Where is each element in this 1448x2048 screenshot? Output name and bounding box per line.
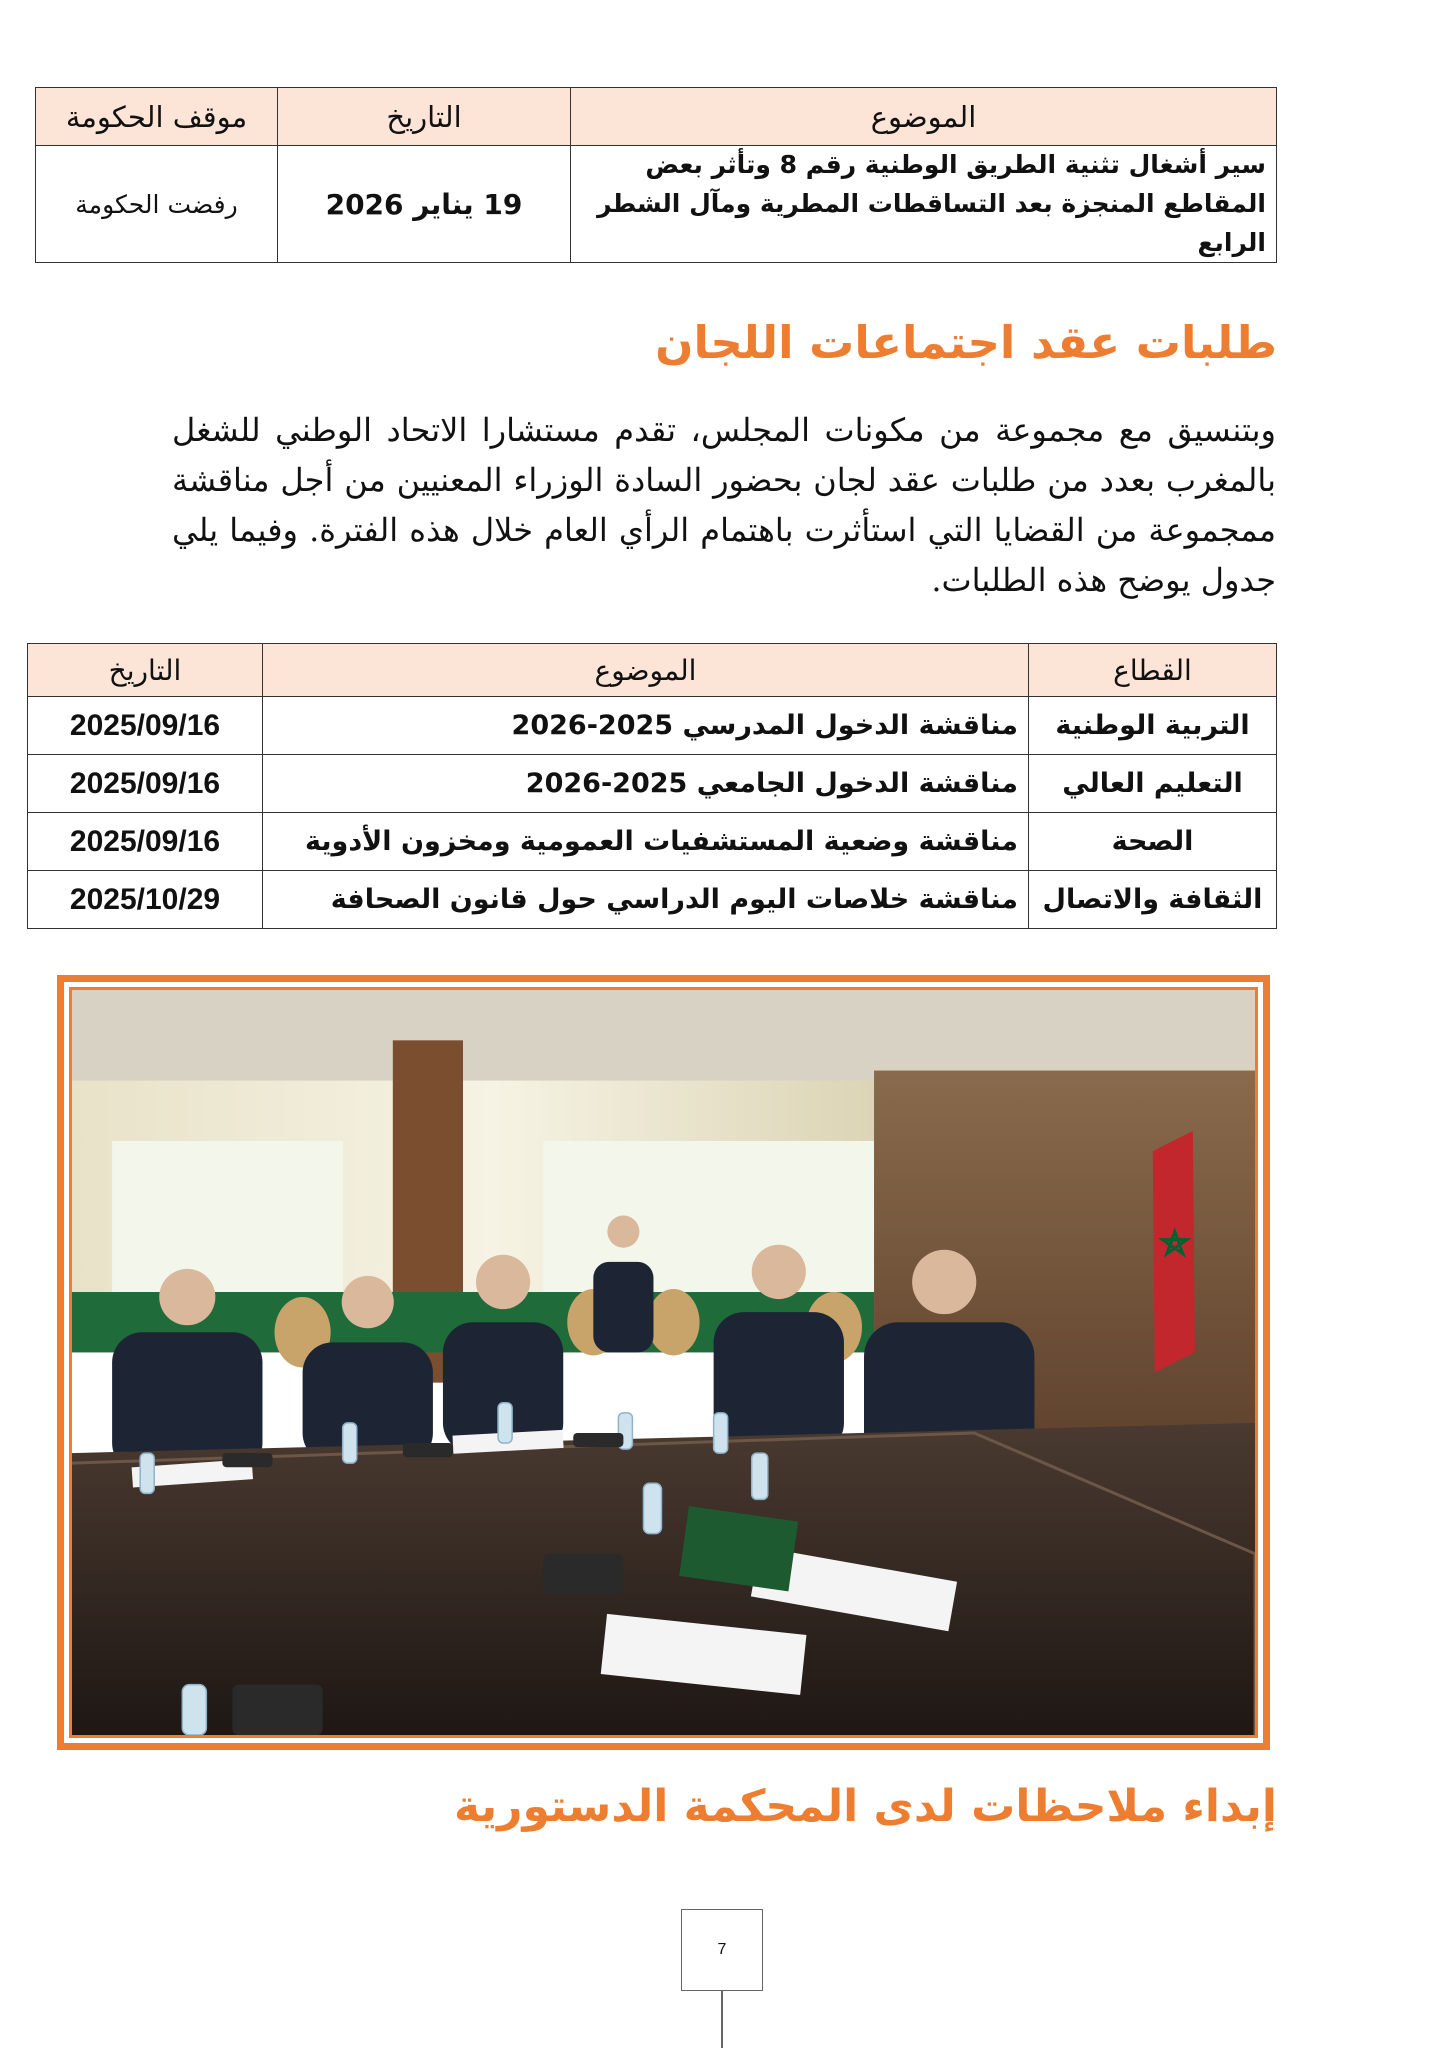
cell-date: 2025/09/16	[28, 755, 263, 813]
table-row	[28, 755, 1277, 813]
cell-subject: سير أشغال تثنية الطريق الوطنية رقم 8 وتأثر بعض المقاطع المنجزة بعد التساقطات المطرية ومآل الشطر الرابع	[571, 146, 1277, 263]
header-sector: القطاع	[1029, 644, 1277, 697]
cell-subject: مناقشة الدخول الجامعي 2025-2026	[263, 755, 1029, 813]
page-number-divider	[721, 1991, 723, 2048]
header-subject: الموضوع	[263, 644, 1029, 697]
header-subject: الموضوع	[571, 88, 1277, 146]
government-position-table	[35, 87, 1277, 263]
table-header-row	[36, 88, 1277, 146]
cell-date: 2025/09/16	[28, 813, 263, 871]
cell-sector: الصحة	[1029, 813, 1277, 871]
table-row	[28, 813, 1277, 871]
section-title-constitutional-court: إبداء ملاحظات لدى المحكمة الدستورية	[453, 1781, 1277, 1832]
cell-date: 19 يناير 2026	[278, 146, 571, 263]
cell-sector: التعليم العالي	[1029, 755, 1277, 813]
table-row	[28, 871, 1277, 929]
table-row	[28, 697, 1277, 755]
cell-sector: الثقافة والاتصال	[1029, 871, 1277, 929]
cell-subject: مناقشة الدخول المدرسي 2025-2026	[263, 697, 1029, 755]
cell-subject: مناقشة وضعية المستشفيات العمومية ومخزون الأدوية	[263, 813, 1029, 871]
cell-date: 2025/09/16	[28, 697, 263, 755]
header-date: التاريخ	[278, 88, 571, 146]
cell-date: 2025/10/29	[28, 871, 263, 929]
table-header-row	[28, 644, 1277, 697]
header-date: التاريخ	[28, 644, 263, 697]
committee-meeting-image	[72, 990, 1255, 1735]
table-row	[36, 146, 1277, 263]
meeting-photo-frame	[57, 975, 1270, 1750]
cell-subject: مناقشة خلاصات اليوم الدراسي حول قانون الصحافة	[263, 871, 1029, 929]
header-government-position: موقف الحكومة	[36, 88, 278, 146]
cell-sector: التربية الوطنية	[1029, 697, 1277, 755]
meeting-photo	[69, 987, 1258, 1738]
section-title-committee-requests: طلبات عقد اجتماعات اللجان	[655, 316, 1277, 369]
committee-requests-table	[27, 643, 1277, 929]
page-number: 7	[681, 1909, 763, 1991]
intro-paragraph: وبتنسيق مع مجموعة من مكونات المجلس، تقدم مستشارا الاتحاد الوطني للشغل بالمغرب بعدد من طلبات عقد لجان بحضور السادة الوزراء المعنيين من أجل مناقشة ممجموعة من القضايا التي استأثرت باهتمام الرأي العام خلال هذه الفترة. وفيما يلي جدول يوضح هذه الطلبات.	[172, 411, 1276, 599]
cell-government-position: رفضت الحكومة	[36, 146, 278, 263]
